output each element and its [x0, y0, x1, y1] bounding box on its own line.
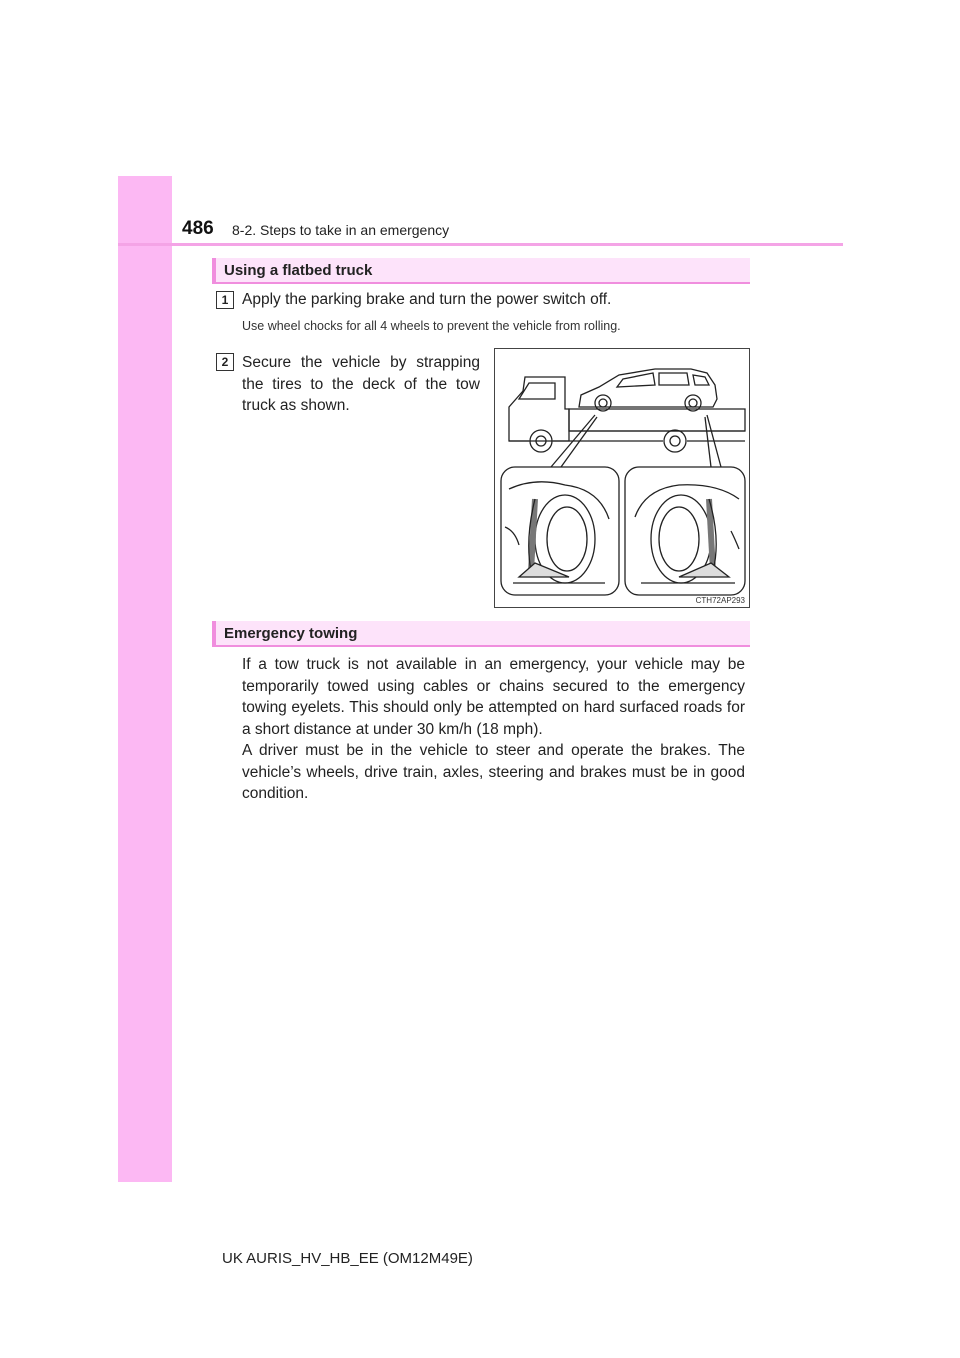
- step-2-badge: 2: [216, 353, 234, 371]
- section-title: 8-2. Steps to take in an emergency: [232, 222, 450, 238]
- truck-cab-shape: [509, 377, 569, 441]
- header-divider: [118, 243, 843, 246]
- truck-rear-wheel: [664, 430, 686, 452]
- step-1-badge: 1: [216, 291, 234, 309]
- figure-code: CTH72AP293: [695, 596, 745, 605]
- heading-emergency-towing-label: Emergency towing: [224, 625, 358, 642]
- flatbed-truck-drawing: [495, 349, 751, 609]
- heading-emergency-towing: [212, 621, 750, 647]
- heading-flatbed-truck: [212, 258, 750, 284]
- side-tab-bar: [118, 176, 172, 1182]
- step-2-text: [242, 352, 480, 417]
- step-2-line-2: the tires to the deck of the tow: [242, 375, 480, 393]
- emergency-towing-paragraph-2: A driver must be in the vehicle to steer and operate the brakes. The vehicle’s wheels, drive train, axles, steering and brakes must be in good condition.: [242, 742, 745, 802]
- step-2-line-1: Secure the vehicle by strapping: [242, 354, 480, 371]
- step-1-text: Apply the parking brake and turn the power switch off.: [242, 291, 612, 308]
- flatbed-towing-illustration: [494, 348, 750, 608]
- footer-model-code: UK AURIS_HV_HB_EE (OM12M49E): [222, 1250, 473, 1267]
- emergency-towing-text: [242, 654, 745, 805]
- step-1-note: Use wheel chocks for all 4 wheels to prevent the vehicle from rolling.: [242, 319, 621, 333]
- step-2-line-3: truck as shown.: [242, 397, 350, 414]
- detail-right-chock: [679, 563, 729, 577]
- heading-flatbed-truck-label: Using a flatbed truck: [224, 262, 373, 279]
- page-number: 486: [182, 218, 214, 239]
- emergency-towing-paragraph-1: If a tow truck is not available in an emergency, your vehicle may be temporarily towed using cables or chains secured to the emergency towing eyelets. This should only be attempted on hard surfaced roads for a short distance at under 30 km/h (18 mph).: [242, 656, 745, 738]
